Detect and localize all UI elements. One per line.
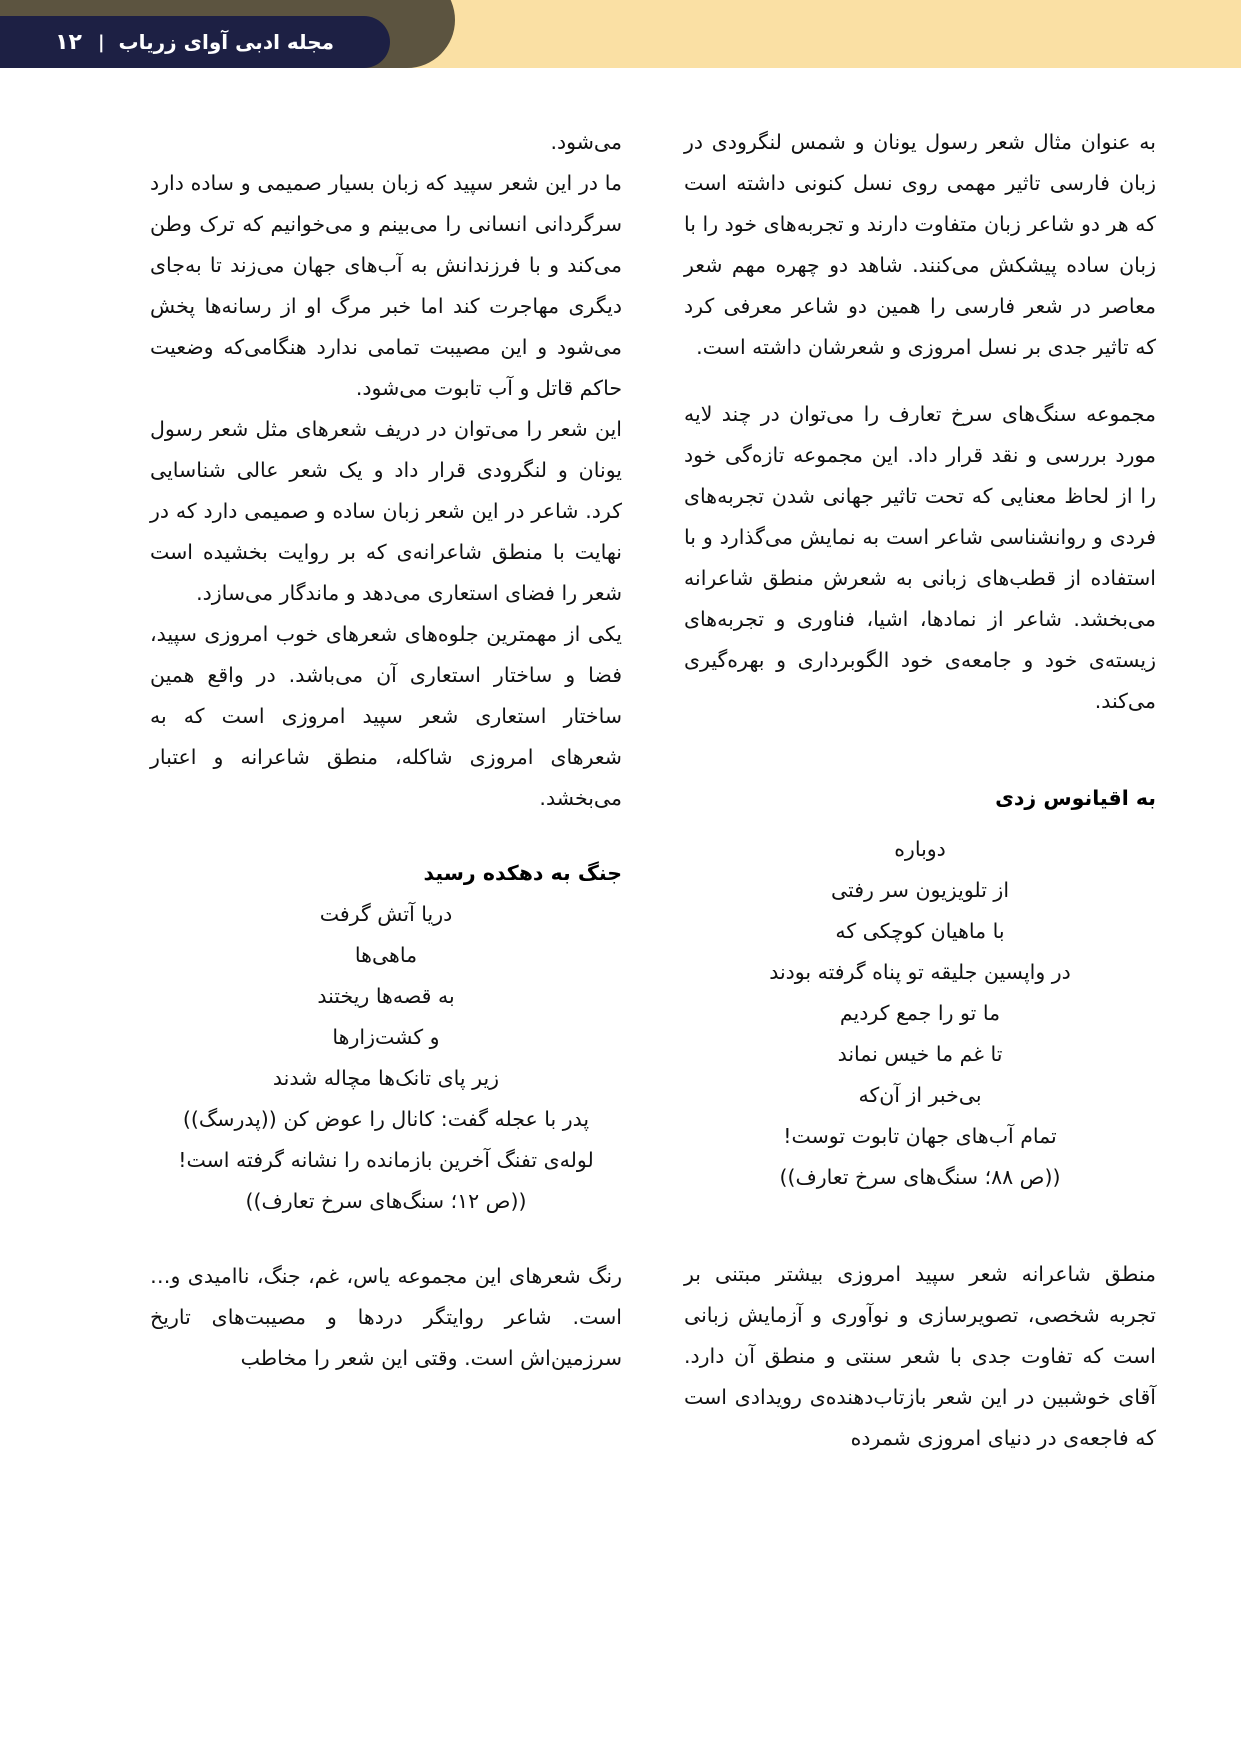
magazine-title: مجله ادبی آوای زریاب xyxy=(118,30,334,54)
spacer xyxy=(150,1222,622,1256)
poem-title-left: جنگ به دهکده رسید xyxy=(423,861,622,885)
poem-line: ماهی‌ها xyxy=(354,943,418,967)
poem-line: پدر با عجله گفت: کانال را عوض کن ((پدرسگ)) xyxy=(182,1107,590,1131)
poem-line: زیر پای تانک‌ها مچاله شدند xyxy=(272,1066,500,1090)
poem-line: بی‌خبر از آن‌که xyxy=(858,1083,982,1107)
paragraph: منطق شاعرانه شعر سپید امروزی بیشتر مبتنی بر تجربه شخصی، تصویرسازی و نوآوری و آزمایش زبانی است که تفاوت جدی با شعر سنتی و منطق آن دارد. آقای خوشبین در این شعر بازتاب‌دهنده‌ی رویدادی است که فاجعه‌ی در دنیای امروزی شمرده xyxy=(684,1262,1156,1450)
spacer xyxy=(684,722,1156,778)
poem-line: ما تو را جمع کردیم xyxy=(839,1001,1001,1025)
body-columns xyxy=(0,122,1241,1459)
column-right xyxy=(684,122,1156,1459)
page-number: ۱۲ xyxy=(55,29,82,55)
paragraph: ما در این شعر سپید که زبان بسیار صمیمی و ساده دارد سرگردانی انسانی را می‌بینم و می‌خوانیم که ترک وطن می‌کند و با فرزندانش به آب‌های جهان می‌زند تا به‌جای دیگری مهاجرت کند اما خبر مرگ او از رسانه‌ها پخش می‌شود و این مصیبت تمامی ندارد هنگامی‌که وضعیت حاکم قاتل و آب تابوت می‌شود. xyxy=(150,171,622,400)
poem-title-right: به اقیانوس زدی xyxy=(995,786,1156,810)
spacer xyxy=(684,819,1156,829)
paragraph: یکی از مهمترین جلوه‌های شعرهای خوب امروزی سپید، فضا و ساختار استعاری آن می‌باشد. در واقع همین ساختار استعاری شعر سپید امروزی است که به شعرهای امروزی شاکله، منطق شاعرانه و اعتبار می‌بخشد. xyxy=(150,622,622,810)
paragraph: مجموعه سنگ‌های سرخ تعارف را می‌توان در چند لایه مورد بررسی و نقد قرار داد. این مجموعه تازه‌گی خود را از لحاظ معنایی که تحت تاثیر جهانی شدن تجربه‌های فردی و روانشناسی شاعر است به نمایش می‌گذارد و با استفاده از قطب‌های زبانی به شعرش منطق شاعرانه می‌بخشد. شاعر از نمادها، اشیا، فناوری و تجربه‌های زیسته‌ی خود و جامعه‌ی خود الگوبرداری و بهره‌گیری می‌کند. xyxy=(684,402,1156,713)
poem-line: در واپسین جلیقه تو پناه گرفته بودند xyxy=(769,960,1071,984)
poem-line: و کشت‌زارها xyxy=(332,1025,440,1049)
poem-line: به قصه‌ها ریختند xyxy=(317,984,455,1008)
spacer xyxy=(150,819,622,853)
header-navy-plate xyxy=(0,16,390,68)
poem-line: تمام آب‌های جهان تابوت توست! xyxy=(783,1124,1057,1148)
poem-line: دوباره xyxy=(894,837,946,861)
column-left xyxy=(150,122,622,1459)
poem-line: دریا آتش گرفت xyxy=(319,902,453,926)
spacer xyxy=(684,1198,1156,1254)
poem-line: تا غم ما خیس نماند xyxy=(837,1042,1003,1066)
paragraph: این شعر را می‌توان در دریف شعرهای مثل شعر رسول یونان و لنگرودی قرار داد و یک شعر عالی شناسایی کرد. شاعر در این شعر زبان ساده و صمیمی دارد که در نهایت با منطق شاعرانه‌ی که بر روایت بخشیده است شعر را فضای استعاری می‌دهد و ماندگار می‌سازد. xyxy=(150,417,622,605)
poem-line: از تلویزیون سر رفتی xyxy=(830,878,1010,902)
paragraph: به عنوان مثال شعر رسول یونان و شمس لنگرودی در زبان فارسی تاثیر مهمی روی نسل کنونی داشته است که هر دو شاعر زبان متفاوت دارند و تجربه‌های خود را با زبان ساده پیشکش می‌کنند. شاهد دو چهره مهم شعر معاصر در شعر فارسی را همین دو شاعر معرفی کرد که تاثیر جدی بر نسل امروزی و شعرشان داشته است. xyxy=(684,130,1156,359)
header-separator: | xyxy=(97,31,105,53)
poem-left xyxy=(150,894,622,1222)
poem-citation: ((ص ۸۸؛ سنگ‌های سرخ تعارف)) xyxy=(779,1165,1061,1189)
poem-line: لوله‌ی تفنگ آخرین بازمانده را نشانه گرفته است! xyxy=(178,1148,594,1172)
paragraph-continuation: می‌شود. xyxy=(550,130,622,154)
poem-line: با ماهیان کوچکی که xyxy=(835,919,1005,943)
poem-citation: ((ص ۱۲؛ سنگ‌های سرخ تعارف)) xyxy=(245,1189,527,1213)
paragraph: رنگ شعرهای این مجموعه یاس، غم، جنگ، ناامیدی و… است. شاعر روایتگر دردها و مصیبت‌های تاریخ سرزمین‌اش است. وقتی این شعر را مخاطب xyxy=(150,1264,622,1370)
header-content xyxy=(26,30,390,55)
poem-right xyxy=(684,829,1156,1198)
page-header-band xyxy=(0,0,1241,68)
